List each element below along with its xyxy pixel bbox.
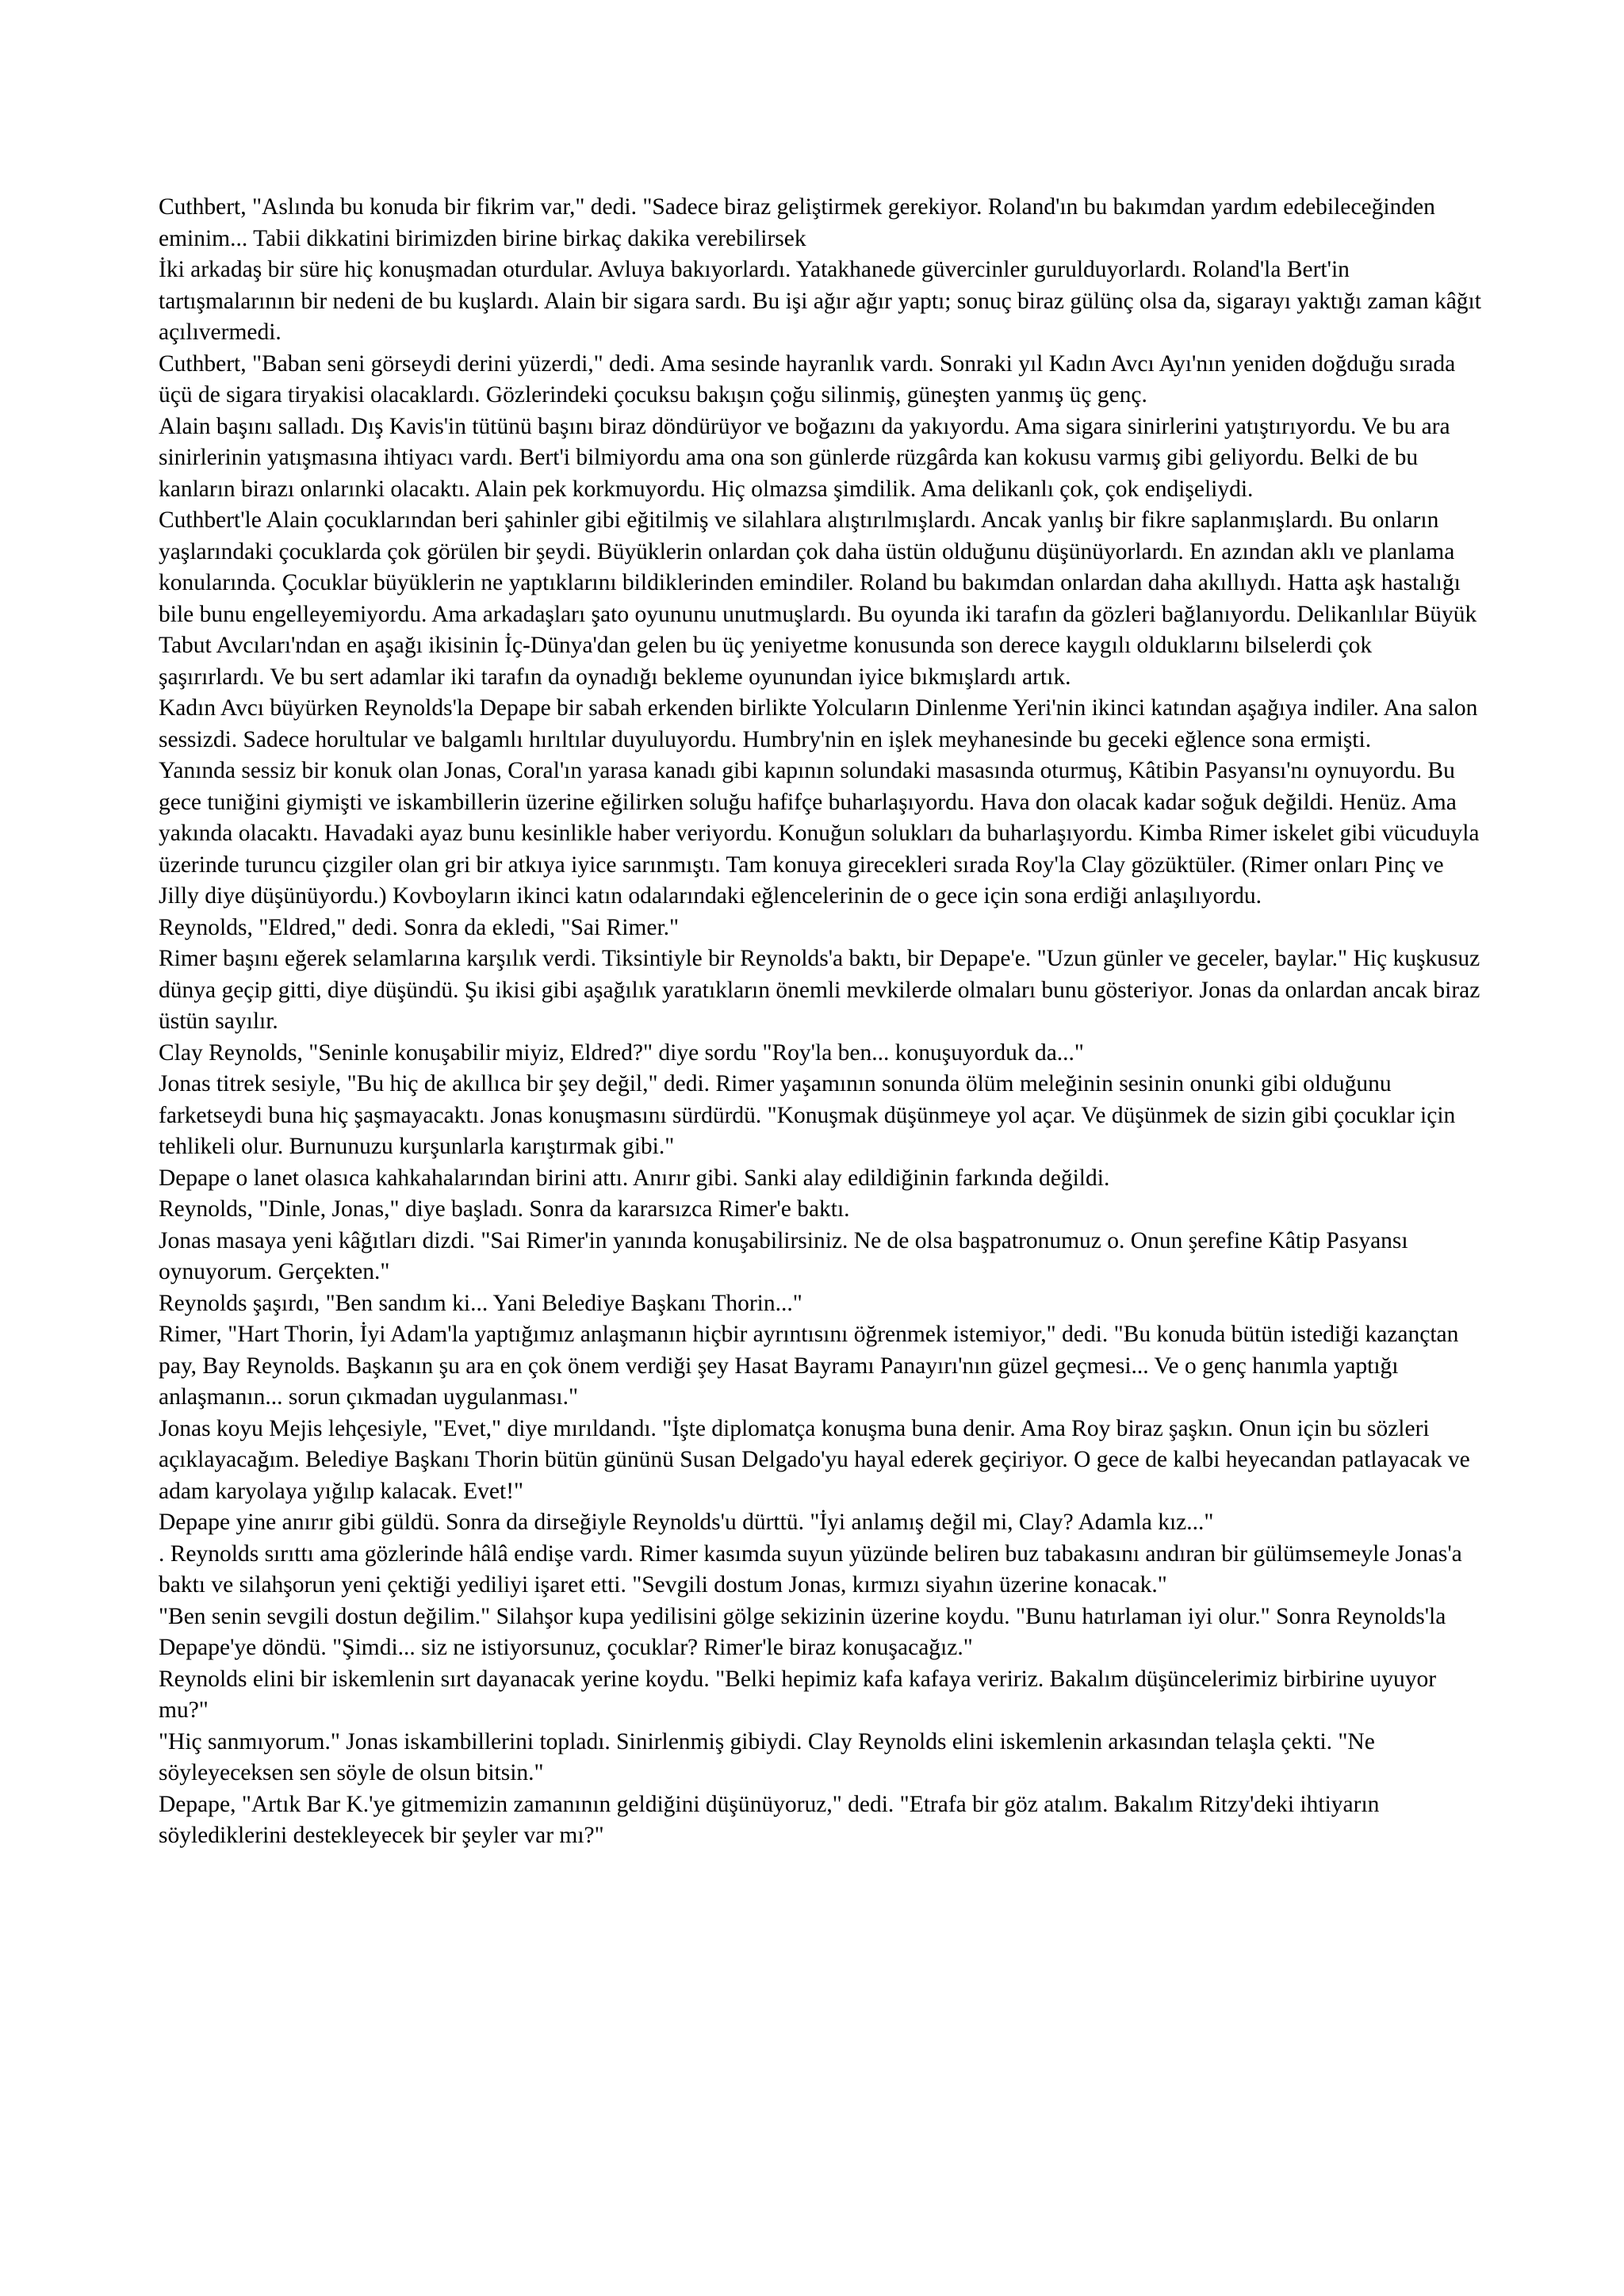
paragraph: Jonas koyu Mejis lehçesiyle, "Evet," diye mırıldandı. "İşte diplomatça konuşma buna denir. Ama Roy biraz şaşkın. Onun için bu sözleri açıklayacağım. Belediye Başkanı Thorin bütün gününü Susan Delgado'yu hayal ederek geçiriyor. O gece de kalbi heyecandan patlayacak ve adam karyolaya yığılıp kalacak. Evet!" xyxy=(159,1415,1470,1504)
paragraph: Reynolds elini bir iskemlenin sırt dayanacak yerine koydu. "Belki hepimiz kafa kafaya veririz. Bakalım düşüncelerimiz birbirine uyuyor mu?" xyxy=(159,1666,1437,1723)
paragraph: Reynolds, "Dinle, Jonas," diye başladı. Sonra da kararsızca Rimer'e baktı. xyxy=(159,1196,850,1222)
paragraph: Alain başını salladı. Dış Kavis'in tütünü başını biraz döndürüyor ve boğazını da yakıyordu. Ama sigara sinirlerini yatıştırıyordu. Ve bu ara sinirlerinin yatışmasına ihtiyacı vardı. Bert'i bilmiyordu ama ona son günlerde rüzgârda kan kokusu varmış gibi geliyordu. Belki de bu kanların birazı onlarınki olacaktı. Alain pek korkmuyordu. Hiç olmazsa şimdilik. Ama delikanlı çok, çok endişeliydi. xyxy=(159,413,1450,502)
paragraph: Yanında sessiz bir konuk olan Jonas, Coral'ın yarasa kanadı gibi kapının solundaki masasında oturmuş, Kâtibin Pasyansı'nı oynuyordu. Bu gece tuniğini giymişti ve iskambillerin üzerine eğilirken soluğu hafifçe buharlaşıyordu. Hava don olacak kadar soğuk değildi. Henüz. Ama yakında olacaktı. Havadaki ayaz bunu kesinlikle haber veriyordu. Konuğun solukları da buharlaşıyordu. Kimba Rimer iskelet gibi vücuduyla üzerinde turuncu çizgiler olan gri bir atkıya iyice sarınmıştı. Tam konuya girecekleri sırada Roy'la Clay gözüktüler. (Rimer onları Pinç ve Jilly diye düşünüyordu.) Kovboyların ikinci katın odalarındaki eğlencelerinin de o gece için sona erdiği anlaşılıyordu. xyxy=(159,758,1480,909)
paragraph: Jonas titrek sesiyle, "Bu hiç de akıllıca bir şey değil," dedi. Rimer yaşamının sonunda ölüm meleğinin sesinin onunki gibi olduğunu farketseydi buna hiç şaşmayacaktı. Jonas konuşmasını sürdürdü. "Konuşmak düşünmeye yol açar. Ve düşünmek de sizin gibi çocuklar için tehlikeli olur. Burnunuzu kurşunlarla karıştırmak gibi." xyxy=(159,1071,1456,1159)
paragraph: "Ben senin sevgili dostun değilim." Silahşor kupa yedilisini gölge sekizinin üzerine koydu. "Bunu hatırlaman iyi olur." Sonra Reynolds'la Depape'ye döndü. "Şimdi... siz ne istiyorsunuz, çocuklar? Rimer'le biraz konuşacağız." xyxy=(159,1603,1446,1660)
paragraph: Rimer, "Hart Thorin, İyi Adam'la yaptığımız anlaşmanın hiçbir ayrıntısını öğrenmek istemiyor," dedi. "Bu konuda bütün istediği kazançtan pay, Bay Reynolds. Başkanın şu ara en çok önem verdiği şey Hasat Bayramı Panayırı'nın güzel geçmesi... Ve o genç hanımla yaptığı anlaşmanın... sorun çıkmadan uygulanması." xyxy=(159,1322,1459,1410)
paragraph: "Hiç sanmıyorum." Jonas iskambillerini topladı. Sinirlenmiş gibiydi. Clay Reynolds elini iskemlenin arkasından telaşla çekti. "Ne söyleyeceksen sen söyle de olsun bitsin." xyxy=(159,1728,1375,1785)
paragraph: Clay Reynolds, "Seninle konuşabilir miyiz, Eldred?" diye sordu "Roy'la ben... konuşuyorduk da..." xyxy=(159,1039,1084,1066)
paragraph: . Reynolds sırıttı ama gözlerinde hâlâ endişe vardı. Rimer kasımda suyun yüzünde beliren buz tabakasını andıran bir gülümsemeyle Jonas'a baktı ve silahşorun yeni çektiği yediliyi işaret etti. "Sevgili dostum Jonas, kırmızı siyahın üzerine konacak." xyxy=(159,1540,1462,1598)
paragraph: Rimer başını eğerek selamlarına karşılık verdi. Tiksintiyle bir Reynolds'a baktı, bir Depape'e. "Uzun günler ve geceler, baylar." Hiç kuşkusuz dünya geçip gitti, diye düşündü. Şu ikisi gibi aşağılık yaratıkların önemli mevkilerde olmaları bunu gösteriyor. Jonas da onlardan ancak biraz üstün sayılır. xyxy=(159,946,1480,1034)
paragraph: Depape o lanet olasıca kahkahalarından birini attı. Anırır gibi. Sanki alay edildiğinin farkında değildi. xyxy=(159,1165,1110,1191)
paragraph: Cuthbert, "Baban seni görseydi derini yüzerdi," dedi. Ama sesinde hayranlık vardı. Sonraki yıl Kadın Avcı Ayı'nın yeniden doğduğu sırada üçü de sigara tiryakisi olacaklardı. Gözlerindeki çocuksu bakışın çoğu silinmiş, güneşten yanmış üç genç. xyxy=(159,350,1456,408)
paragraph: Depape yine anırır gibi güldü. Sonra da dirseğiyle Reynolds'u dürttü. "İyi anlamış değil mi, Clay? Adamla kız..." xyxy=(159,1510,1214,1535)
paragraph: Cuthbert'le Alain çocuklarından beri şahinler gibi eğitilmiş ve silahlara alıştırılmışlardı. Ancak yanlış bir fikre saplanmışlardı. Bu onların yaşlarındaki çocuklarda çok görülen bir şeydi. Büyüklerin onlardan çok daha üstün olduğunu düşünüyorlardı. En azından aklı ve planlama konularında. Çocuklar büyüklerin ne yaptıklarını bildiklerinden emindiler. Roland bu bakımdan onlardan daha akıllıydı. Hatta aşk hastalığı bile bunu engelleyemiyordu. Ama arkadaşları şato oyununu unutmuşlardı. Bu oyunda iki tarafın da gözleri bağlanıyordu. Delikanlılar Büyük Tabut Avcıları'ndan en aşağı ikisinin İç-Dünya'dan gelen bu üç yeniyetme konusunda son derece kaygılı olduklarını bilselerdi çok şaşırırlardı. Ve bu sert adamlar iki tarafın da oynadığı bekleme oyunundan iyice bıkmışlardı artık. xyxy=(159,507,1477,690)
paragraph: Cuthbert, "Aslında bu konuda bir fikrim var," dedi. "Sadece biraz geliştirmek gerekiyor. Roland'ın bu bakımdan yardım edebileceğinden eminim... Tabii dikkatini birimizden birine birkaç dakika verebilirsek xyxy=(159,194,1435,251)
paragraph: Reynolds şaşırdı, "Ben sandım ki... Yani Belediye Başkanı Thorin..." xyxy=(159,1290,802,1316)
paragraph: Depape, "Artık Bar K.'ye gitmemizin zamanının geldiğini düşünüyoruz," dedi. "Etrafa bir göz atalım. Bakalım Ritzy'deki ihtiyarın söylediklerini destekleyecek bir şeyler var mı?" xyxy=(159,1791,1380,1848)
paragraph: Kadın Avcı büyürken Reynolds'la Depape bir sabah erkenden birlikte Yolcuların Dinlenme Yeri'nin ikinci katından aşağıya indiler. Ana salon sessizdi. Sadece horultular ve balgamlı hırıltılar duyuluyordu. Humbry'nin en işlek meyhanesinde bu geceki eğlence sona ermişti. xyxy=(159,695,1478,752)
paragraph: Jonas masaya yeni kâğıtları dizdi. "Sai Rimer'in yanında konuşabilirsiniz. Ne de olsa başpatronumuz o. Onun şerefine Kâtip Pasyansı oynuyorum. Gerçekten." xyxy=(159,1227,1408,1284)
paragraph: Reynolds, "Eldred," dedi. Sonra da ekledi, "Sai Rimer." xyxy=(159,914,680,940)
paragraph: İki arkadaş bir süre hiç konuşmadan oturdular. Avluya bakıyorlardı. Yatakhanede güvercinler gurulduyorlardı. Roland'la Bert'in tartışmalarının bir nedeni de bu kuşlardı. Alain bir sigara sardı. Bu işi ağır ağır yaptı; sonuç biraz gülünç olsa da, sigarayı yaktığı zaman kâğıt açılıvermedi. xyxy=(159,257,1481,345)
document-page xyxy=(159,192,1481,1852)
